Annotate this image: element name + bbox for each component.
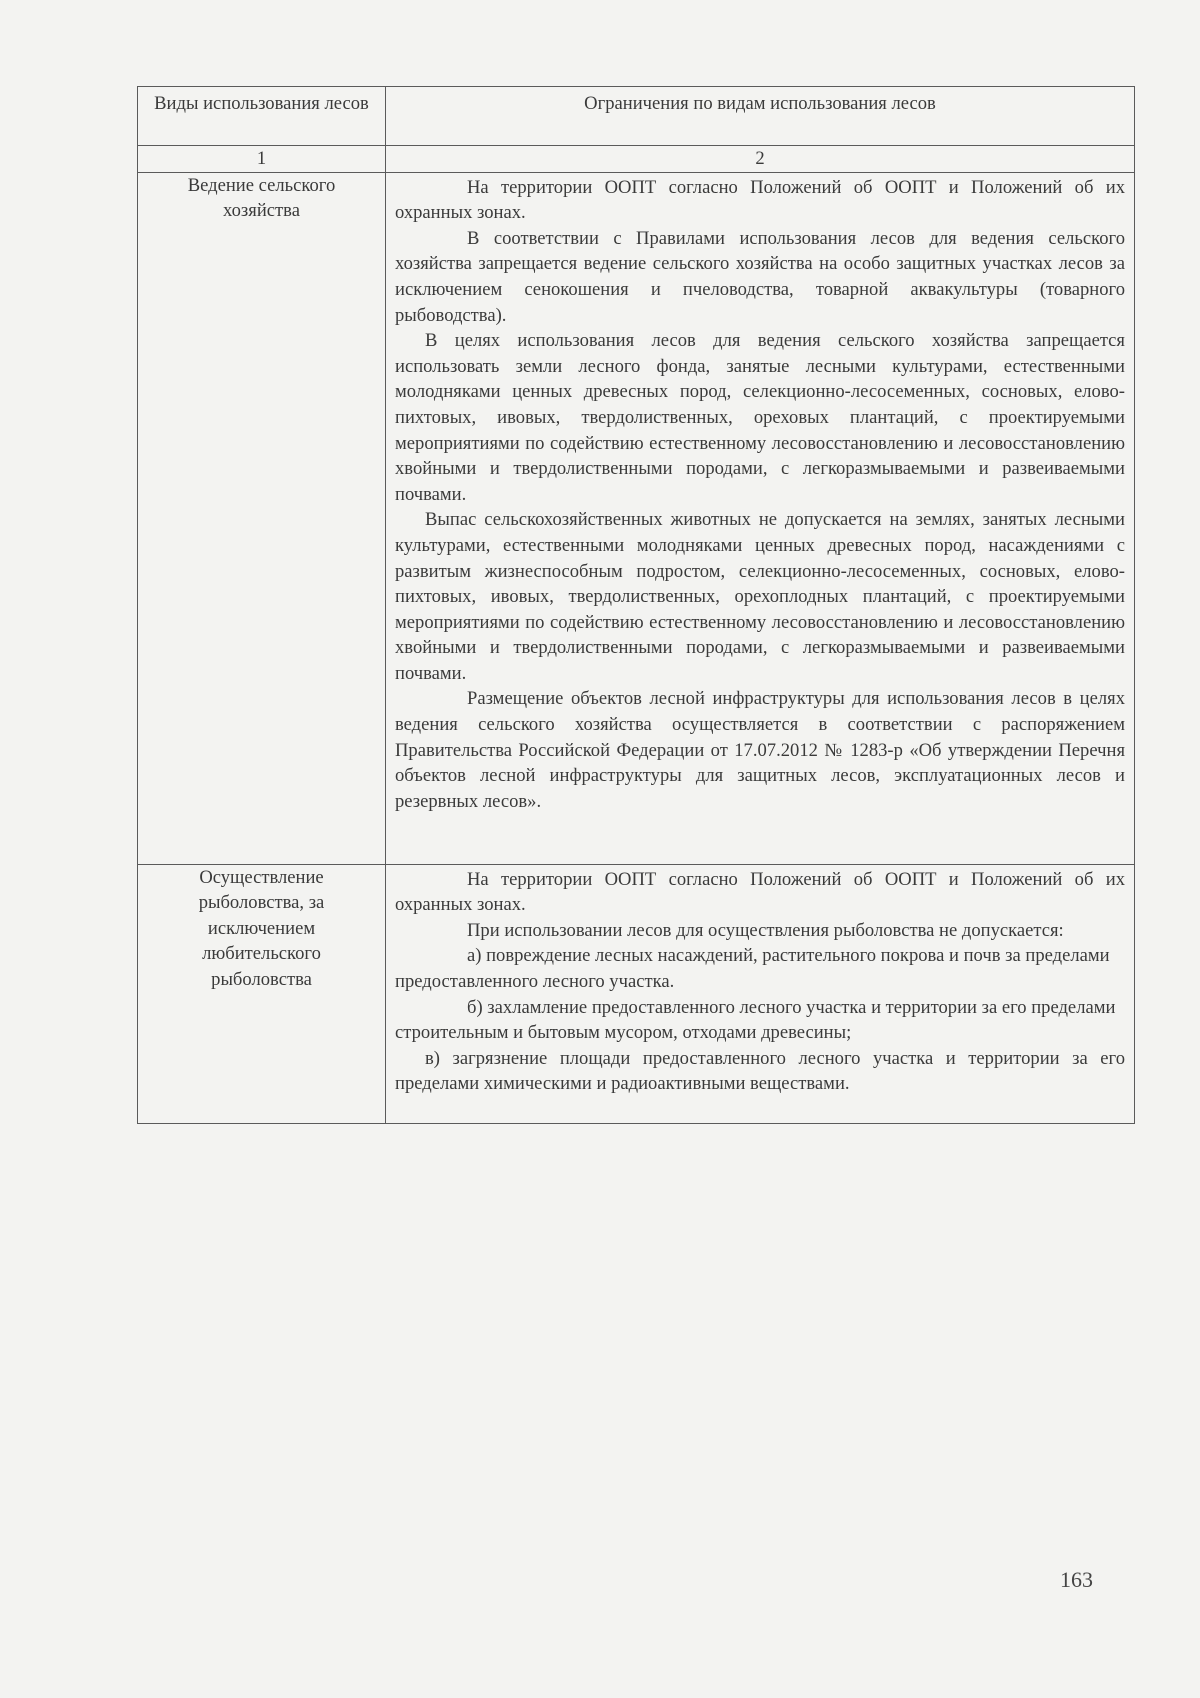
restriction-paragraph: б) захламление предоставленного лесного участка и территории за его пределами строительным и бытовым мусором, отходами древесины; [395, 996, 1116, 1044]
use-type-cell: Ведение сельского хозяйства [138, 172, 386, 864]
use-type-cell: Осуществление рыболовства, за исключением любительского рыболовства [138, 864, 386, 1123]
header-col2-title: Ограничения по видам использования лесов [386, 87, 1135, 146]
table-row [138, 864, 1135, 1123]
page-number: 163 [1060, 1567, 1093, 1592]
column-number-1: 1 [138, 146, 386, 173]
table-header-row [138, 87, 1135, 146]
restriction-paragraph: В целях использования лесов для ведения сельского хозяйства запрещается использовать земли лесного фонда, занятые лесными культурами, естественными молодняками ценных древесных пород, селекционно-лесосеменных, сосновых, елово-пихтовых, ивовых, твердолиственных, ореховых плантаций, с проектируемыми мероприятиями по содействию естественному лесовосстановлению и лесовосстановлению хвойными и твердолиственными породами, с легкоразмываемыми и развеиваемыми почвами. [395, 330, 1125, 505]
restriction-paragraph: На территории ООПТ согласно Положений об ООПТ и Положений об их охранных зонах. [395, 868, 1125, 916]
restrictions-cell [386, 172, 1135, 864]
restriction-paragraph: а) повреждение лесных насаждений, растительного покрова и почв за пределами предоставленного лесного участка. [395, 945, 1110, 992]
restriction-paragraph: На территории ООПТ согласно Положений об ООПТ и Положений об их охранных зонах. [395, 176, 1125, 224]
restriction-paragraph: В соответствии с Правилами использования лесов для ведения сельского хозяйства запрещается ведение сельского хозяйства на особо защитных участках лесов за исключением сенокошения и пчеловодства, товарной аквакультуры (товарного рыбоводства). [395, 227, 1125, 326]
forest-use-restrictions-table [137, 86, 1135, 1124]
column-number-2: 2 [386, 146, 1135, 173]
table-row [138, 172, 1135, 864]
restriction-paragraph: в) загрязнение площади предоставленного лесного участка и территории за его пределами химическими и радиоактивными веществами. [395, 1047, 1125, 1095]
restriction-paragraph: При использовании лесов для осуществления рыболовства не допускается: [467, 919, 1064, 941]
restriction-paragraph: Выпас сельскохозяйственных животных не допускается на землях, занятых лесными культурами, естественными молодняками ценных древесных пород, насаждениями с развитым жизнеспособным подростом, селекционно-лесосеменных, сосновых, елово-пихтовых, ивовых, твердолиственных, орехоплодных плантаций, с проектируемыми мероприятиями по содействию естественному лесовосстановлению и лесовосстановлению хвойными и твердолиственными породами, с легкоразмываемыми и развеиваемыми почвами. [395, 509, 1125, 684]
restriction-paragraph: Размещение объектов лесной инфраструктуры для использования лесов в целях ведения сельского хозяйства осуществляется в соответствии с распоряжением Правительства Российской Федерации от 17.07.2012 № 1283-р «Об утверждении Перечня объектов лесной инфраструктуры для защитных лесов, эксплуатационных лесов и резервных лесов». [395, 688, 1125, 812]
restrictions-cell [386, 864, 1135, 1123]
column-number-row [138, 146, 1135, 173]
header-col1-title: Виды использования лесов [138, 87, 386, 146]
